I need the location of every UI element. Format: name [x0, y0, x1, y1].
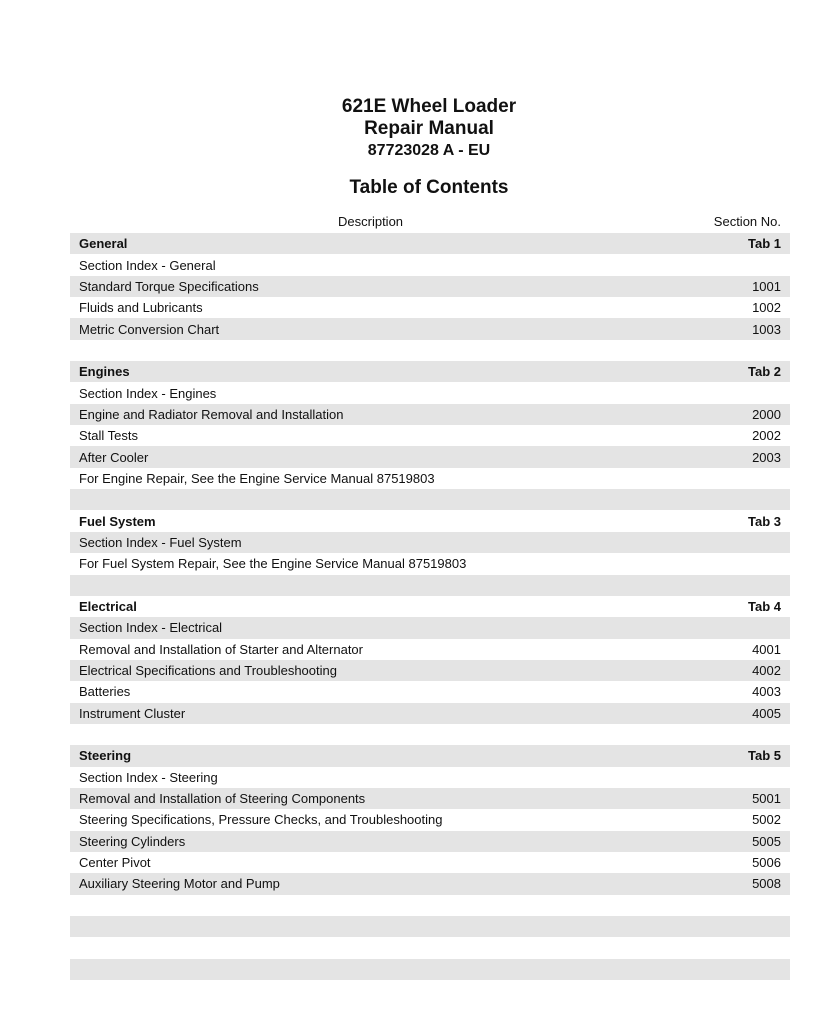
toc-entry-section-number: Tab 5	[748, 748, 781, 764]
toc-entry-description: Instrument Cluster	[79, 705, 186, 721]
toc-entry-section-number: 5002	[752, 812, 781, 828]
toc-entry-description: Electrical Specifications and Troubleshooting	[79, 663, 337, 679]
toc-entry-description: Removal and Installation of Steering Components	[79, 791, 366, 807]
toc-entry-description: Auxiliary Steering Motor and Pump	[79, 876, 280, 892]
toc-entry	[70, 617, 790, 638]
toc-entry-description: Center Pivot	[79, 855, 151, 871]
toc-entry	[70, 852, 790, 873]
toc-entry	[70, 660, 790, 681]
toc-entry-description: Section Index - General	[79, 257, 216, 273]
toc-entry	[70, 297, 790, 318]
toc-entry	[70, 318, 790, 339]
toc-entry-description: Section Index - Electrical	[79, 620, 223, 636]
toc-entry	[70, 681, 790, 702]
toc-spacer-row	[70, 724, 790, 745]
document-part-number: 87723028 A - EU	[367, 142, 491, 159]
toc-entry	[70, 703, 790, 724]
toc-entry-section-number: 1001	[752, 278, 781, 294]
toc-entry	[70, 532, 790, 553]
toc-entry	[70, 639, 790, 660]
toc-entry-section-number: 4005	[752, 705, 781, 721]
toc-entry-description: Batteries	[79, 684, 131, 700]
toc-entry-description: Standard Torque Specifications	[79, 278, 259, 294]
toc-entry-description: Steering Specifications, Pressure Checks, and Troubleshooting	[79, 812, 443, 828]
toc-spacer-row	[70, 895, 790, 916]
toc-entry-section-number: 4002	[752, 663, 781, 679]
document-header	[0, 96, 820, 161]
toc-entry-section-number: 5005	[752, 833, 781, 849]
toc-entry-section-number: 1003	[752, 321, 781, 337]
toc-spacer-row	[70, 575, 790, 596]
toc-entry	[70, 553, 790, 574]
toc-entry-description: Engines	[79, 364, 130, 380]
description-column-header: Description	[338, 214, 404, 229]
toc-entry-description: For Engine Repair, See the Engine Service Manual 87519803	[79, 470, 435, 486]
toc-spacer-row	[70, 916, 790, 937]
toc-entry-section-number: Tab 4	[748, 599, 781, 615]
toc-entry-section-number: 1002	[752, 300, 781, 316]
toc-entry-description: Section Index - Steering	[79, 769, 218, 785]
toc-entry-description: Steering	[79, 748, 132, 764]
toc-entry	[70, 446, 790, 467]
toc-entry	[70, 767, 790, 788]
toc-table	[70, 233, 790, 980]
toc-entry-description: After Cooler	[79, 449, 149, 465]
toc-entry-description: Electrical	[79, 599, 137, 615]
toc-entry-description: Section Index - Engines	[79, 385, 217, 401]
toc-spacer-row	[70, 489, 790, 510]
toc-entry-section-number: 4003	[752, 684, 781, 700]
toc-entry	[70, 254, 790, 275]
toc-entry-section-number: 5001	[752, 791, 781, 807]
toc-entry-description: Engine and Radiator Removal and Installation	[79, 406, 344, 422]
toc-section-heading	[70, 596, 790, 617]
toc-entry-description: Fuel System	[79, 513, 156, 529]
toc-entry	[70, 382, 790, 403]
toc-entry-section-number: 4001	[752, 641, 781, 657]
document-title: 621E Wheel Loader	[341, 96, 517, 117]
toc-spacer-row	[70, 959, 790, 980]
toc-entry-description: For Fuel System Repair, See the Engine Service Manual 87519803	[79, 556, 467, 572]
document-subtitle: Repair Manual	[364, 118, 494, 139]
toc-spacer-row	[70, 340, 790, 361]
toc-entry	[70, 468, 790, 489]
toc-entry-description: Steering Cylinders	[79, 833, 186, 849]
toc-entry	[70, 873, 790, 894]
toc-entry-section-number: 2002	[752, 428, 781, 444]
toc-entry	[70, 809, 790, 830]
toc-entry-description: Metric Conversion Chart	[79, 321, 220, 337]
toc-section-heading	[70, 361, 790, 382]
toc-entry-description: Fluids and Lubricants	[79, 300, 203, 316]
toc-entry-section-number: 5006	[752, 855, 781, 871]
toc-entry-description: Stall Tests	[79, 428, 139, 444]
toc-entry-section-number: 2003	[752, 449, 781, 465]
toc-entry-section-number: Tab 3	[748, 513, 781, 529]
toc-section-heading	[70, 510, 790, 531]
toc-entry	[70, 276, 790, 297]
toc-entry-description: General	[79, 236, 128, 252]
toc-entry	[70, 425, 790, 446]
toc-entry-description: Section Index - Fuel System	[79, 534, 242, 550]
toc-entry-section-number: 2000	[752, 406, 781, 422]
toc-spacer-row	[70, 937, 790, 958]
toc-entry-section-number: Tab 1	[748, 236, 781, 252]
toc-entry-description: Removal and Installation of Starter and Alternator	[79, 641, 363, 657]
toc-entry-section-number: 5008	[752, 876, 781, 892]
toc-entry-section-number: Tab 2	[748, 364, 781, 380]
toc-entry	[70, 404, 790, 425]
toc-entry	[70, 831, 790, 852]
toc-section-heading	[70, 233, 790, 254]
toc-entry	[70, 788, 790, 809]
toc-title: Table of Contents	[349, 177, 509, 198]
toc-section-heading	[70, 745, 790, 766]
section-column-header: Section No.	[713, 214, 781, 229]
